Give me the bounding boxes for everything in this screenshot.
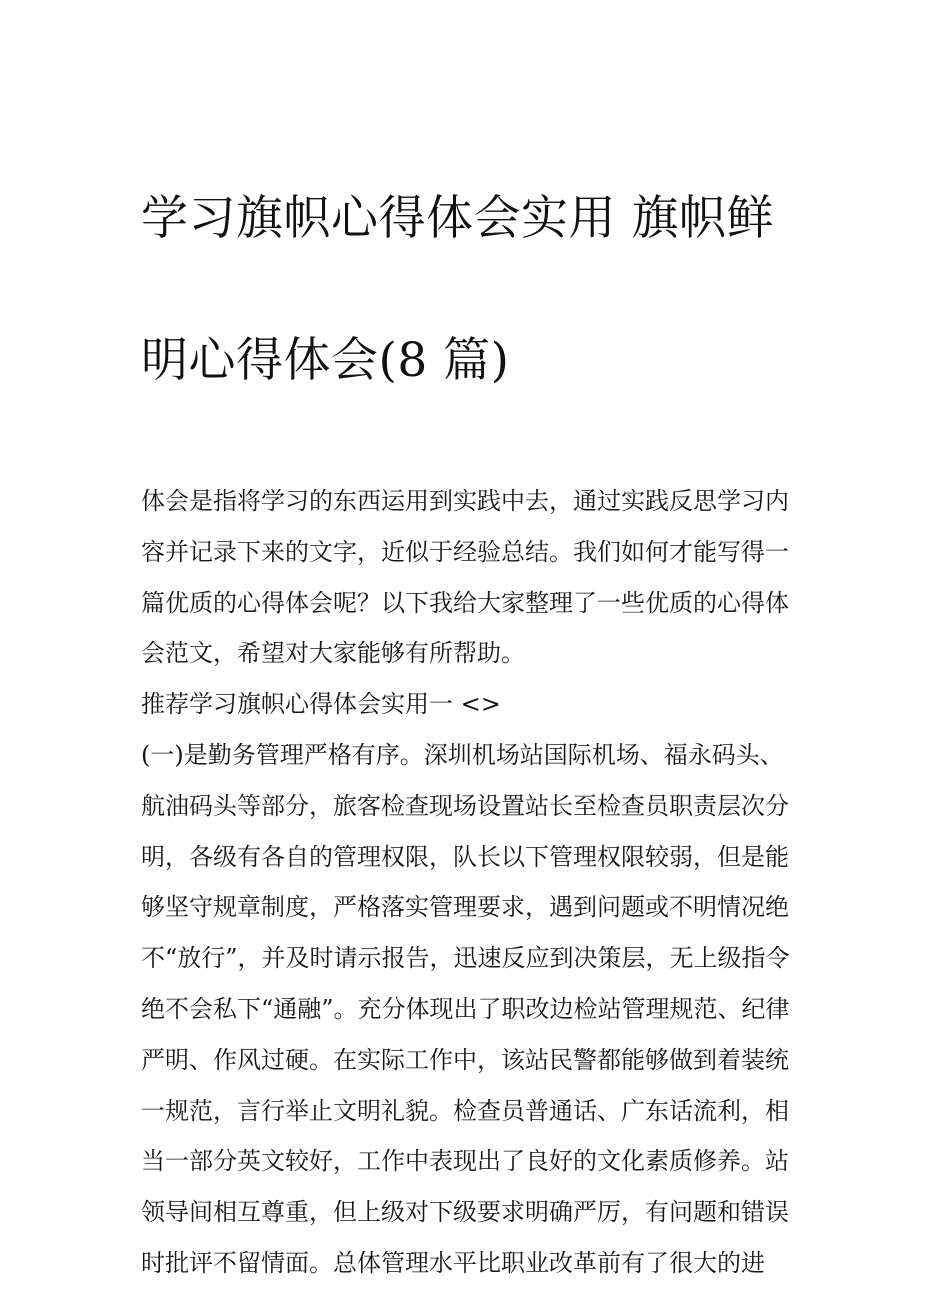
section-line-2: 航油码头等部分，旅客检查现场设置站长至检查员职责层次分 xyxy=(141,791,789,820)
section-line-8: 一规范，言行举止文明礼貌。检查员普通话、广东话流利，相 xyxy=(141,1096,789,1125)
intro-line-2: 容并记录下来的文字，近似于经验总结。我们如何才能写得一 xyxy=(141,537,789,566)
intro-line-1: 体会是指将学习的东西运用到实践中去，通过实践反思学习内 xyxy=(141,487,789,515)
section-line-11: 时批评不留情面。总体管理水平比职业改革前有了很大的进 xyxy=(141,1248,765,1277)
intro-line-3: 篇优质的心得体会呢？以下我给大家整理了一些优质的心得体 xyxy=(141,588,789,617)
intro-line-4: 会范文，希望对大家能够有所帮助。 xyxy=(141,639,525,668)
section-line-5: 不“放行”，并及时请示报告，迅速反应到决策层，无上级指令 xyxy=(141,944,790,973)
section-heading: 推荐学习旗帜心得体会实用一 <> xyxy=(141,690,501,719)
document-body xyxy=(141,476,813,1289)
section-line-6: 绝不会私下“通融”。充分体现出了职改边检站管理规范、纪律 xyxy=(141,994,790,1023)
document-content xyxy=(141,112,813,1289)
title-line-2: 明心得体会(8 篇) xyxy=(141,333,510,388)
title-line-1: 学习旗帜心得体会实用 旗帜鲜 xyxy=(141,191,774,246)
section-line-10: 领导间相互尊重，但上级对下级要求明确严厉，有问题和错误 xyxy=(141,1198,789,1227)
section-line-9: 当一部分英文较好，工作中表现出了良好的文化素质修养。站 xyxy=(141,1147,789,1176)
section-line-1: (一)是勤务管理严格有序。深圳机场站国际机场、福永码头、 xyxy=(141,740,784,769)
section-line-4: 够坚守规章制度，严格落实管理要求，遇到问题或不明情况绝 xyxy=(141,893,789,922)
document-title xyxy=(141,112,813,467)
section-line-7: 严明、作风过硬。在实际工作中，该站民警都能够做到着装统 xyxy=(141,1045,789,1074)
section-line-3: 明，各级有各自的管理权限，队长以下管理权限较弱，但是能 xyxy=(141,842,789,871)
